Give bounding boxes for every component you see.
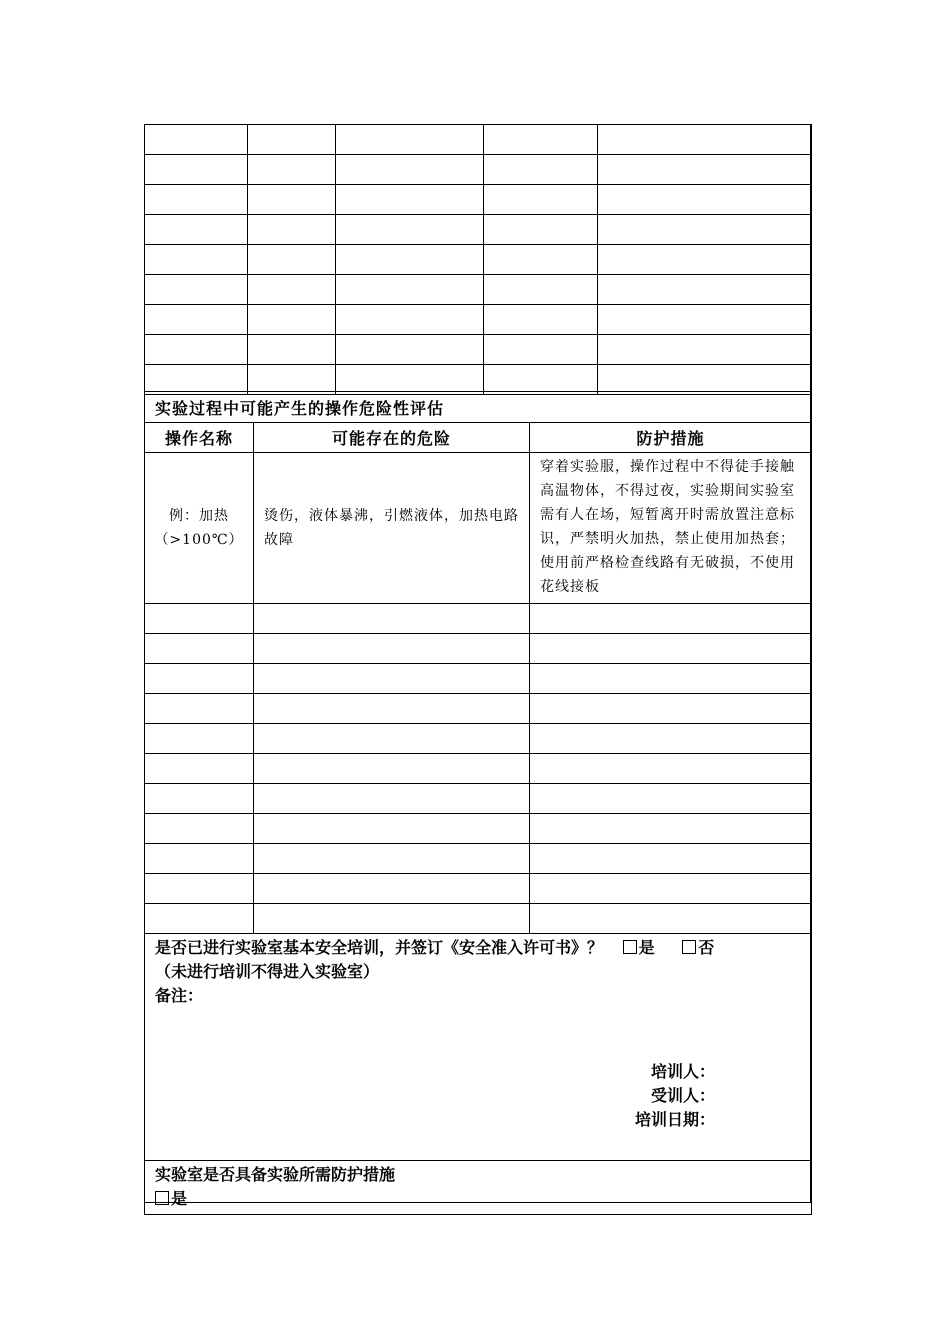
training-yes-label: 是 bbox=[638, 938, 655, 957]
blank-cell[interactable] bbox=[248, 335, 336, 365]
hazard-blank-cell[interactable] bbox=[145, 694, 254, 724]
blank-cell[interactable] bbox=[336, 305, 484, 335]
blank-cell[interactable] bbox=[598, 155, 812, 185]
blank-cell[interactable] bbox=[248, 275, 336, 305]
blank-cell[interactable] bbox=[145, 305, 248, 335]
signature-block bbox=[635, 1060, 715, 1132]
hazard-blank-cell[interactable] bbox=[145, 814, 254, 844]
checkbox-icon[interactable] bbox=[682, 940, 696, 954]
blank-row bbox=[145, 185, 812, 215]
hazard-blank-cell[interactable] bbox=[145, 634, 254, 664]
hazard-blank-cell[interactable] bbox=[254, 694, 530, 724]
blank-row bbox=[145, 155, 812, 185]
blank-cell[interactable] bbox=[484, 245, 598, 275]
protection-yes-option[interactable] bbox=[155, 1187, 801, 1211]
blank-cell[interactable] bbox=[336, 245, 484, 275]
hazard-blank-cell[interactable] bbox=[254, 904, 530, 934]
hazard-blank-cell[interactable] bbox=[254, 634, 530, 664]
hazard-blank-cell[interactable] bbox=[145, 724, 254, 754]
hazard-blank-cell[interactable] bbox=[530, 844, 812, 874]
hazard-blank-cell[interactable] bbox=[145, 874, 254, 904]
hazard-blank-cell[interactable] bbox=[254, 724, 530, 754]
hazard-blank-cell[interactable] bbox=[530, 904, 812, 934]
blank-row bbox=[145, 245, 812, 275]
blank-cell[interactable] bbox=[598, 215, 812, 245]
hazard-blank-cell[interactable] bbox=[254, 874, 530, 904]
example-measures: 穿着实验服，操作过程中不得徒手接触高温物体，不得过夜，实验期间实验室需有人在场，短暂离开时需放置注意标识，严禁明火加热，禁止使用加热套；使用前严格检查线路有无破损，不使用花线接板 bbox=[530, 453, 812, 604]
hazard-blank-cell[interactable] bbox=[254, 814, 530, 844]
training-no-option[interactable] bbox=[682, 938, 714, 957]
blank-cell[interactable] bbox=[248, 215, 336, 245]
checkbox-icon[interactable] bbox=[155, 1191, 169, 1205]
blank-cell[interactable] bbox=[598, 335, 812, 365]
hazard-blank-row bbox=[145, 694, 812, 724]
hazard-header-row bbox=[145, 423, 812, 453]
trainee-label: 受训人： bbox=[651, 1086, 716, 1105]
protection-section bbox=[145, 1161, 812, 1215]
blank-cell[interactable] bbox=[248, 185, 336, 215]
blank-cell[interactable] bbox=[336, 275, 484, 305]
hazard-blank-cell[interactable] bbox=[145, 784, 254, 814]
blank-cell[interactable] bbox=[145, 125, 248, 155]
blank-cell[interactable] bbox=[145, 215, 248, 245]
protection-yes-label: 是 bbox=[171, 1189, 188, 1208]
blank-cell[interactable] bbox=[484, 275, 598, 305]
blank-cell[interactable] bbox=[336, 125, 484, 155]
blank-cell[interactable] bbox=[484, 125, 598, 155]
training-note: （未进行培训不得进入实验室） bbox=[155, 962, 380, 981]
training-yes-option[interactable] bbox=[623, 938, 655, 957]
blank-cell[interactable] bbox=[145, 155, 248, 185]
hazard-blank-cell[interactable] bbox=[530, 784, 812, 814]
hazard-section-title: 实验过程中可能产生的操作危险性评估 bbox=[145, 392, 812, 423]
example-row bbox=[145, 453, 812, 604]
hazard-blank-row bbox=[145, 844, 812, 874]
example-operation: 例：加热（>100℃） bbox=[145, 453, 254, 604]
blank-cell[interactable] bbox=[598, 305, 812, 335]
blank-cell[interactable] bbox=[145, 275, 248, 305]
blank-cell[interactable] bbox=[598, 185, 812, 215]
blank-row bbox=[145, 335, 812, 365]
blank-cell[interactable] bbox=[598, 275, 812, 305]
blank-cell[interactable] bbox=[598, 365, 812, 395]
hazard-blank-cell[interactable] bbox=[254, 784, 530, 814]
blank-cell[interactable] bbox=[484, 215, 598, 245]
hazard-blank-cell[interactable] bbox=[530, 754, 812, 784]
blank-row bbox=[145, 275, 812, 305]
training-no-label: 否 bbox=[698, 938, 715, 957]
hazard-blank-row bbox=[145, 784, 812, 814]
blank-cell[interactable] bbox=[484, 305, 598, 335]
hazard-blank-cell[interactable] bbox=[530, 814, 812, 844]
training-question: 是否已进行实验室基本安全培训，并签订《安全准入许可书》？ bbox=[155, 938, 604, 957]
blank-row bbox=[145, 215, 812, 245]
hazard-blank-cell[interactable] bbox=[254, 754, 530, 784]
blank-cell[interactable] bbox=[248, 365, 336, 395]
hazard-blank-row bbox=[145, 724, 812, 754]
blank-cell[interactable] bbox=[248, 125, 336, 155]
header-hazards: 可能存在的危险 bbox=[254, 423, 530, 453]
hazard-blank-cell[interactable] bbox=[145, 604, 254, 634]
blank-cell[interactable] bbox=[336, 365, 484, 395]
hazard-blank-cell[interactable] bbox=[254, 664, 530, 694]
training-date-label: 培训日期： bbox=[635, 1110, 716, 1129]
hazard-blank-cell[interactable] bbox=[145, 754, 254, 784]
header-measures: 防护措施 bbox=[530, 423, 812, 453]
blank-row bbox=[145, 305, 812, 335]
hazard-blank-cell[interactable] bbox=[530, 874, 812, 904]
training-question-line bbox=[155, 936, 801, 960]
hazard-blank-cell[interactable] bbox=[530, 724, 812, 754]
blank-cell[interactable] bbox=[336, 215, 484, 245]
blank-cell[interactable] bbox=[336, 335, 484, 365]
blank-cell[interactable] bbox=[598, 245, 812, 275]
blank-cell[interactable] bbox=[484, 335, 598, 365]
hazard-blank-row bbox=[145, 904, 812, 934]
blank-cell[interactable] bbox=[248, 155, 336, 185]
blank-cell[interactable] bbox=[145, 365, 248, 395]
hazard-blank-row bbox=[145, 634, 812, 664]
blank-cell[interactable] bbox=[336, 185, 484, 215]
hazard-blank-row bbox=[145, 754, 812, 784]
hazard-blank-cell[interactable] bbox=[530, 604, 812, 634]
blank-cell[interactable] bbox=[598, 125, 812, 155]
hazard-blank-cell[interactable] bbox=[254, 844, 530, 874]
hazard-blank-cell[interactable] bbox=[530, 664, 812, 694]
blank-cell[interactable] bbox=[145, 245, 248, 275]
hazard-blank-cell[interactable] bbox=[145, 904, 254, 934]
hazard-blank-row bbox=[145, 814, 812, 844]
hazard-blank-cell[interactable] bbox=[254, 604, 530, 634]
blank-cell[interactable] bbox=[484, 185, 598, 215]
trainer-label: 培训人： bbox=[651, 1062, 716, 1081]
blank-cell[interactable] bbox=[145, 185, 248, 215]
checkbox-icon[interactable] bbox=[623, 940, 637, 954]
blank-cell[interactable] bbox=[145, 335, 248, 365]
example-hazards: 烫伤，液体暴沸，引燃液体，加热电路故障 bbox=[254, 453, 530, 604]
upper-blank-table bbox=[144, 124, 812, 395]
hazard-blank-cell[interactable] bbox=[145, 844, 254, 874]
hazard-blank-cell[interactable] bbox=[530, 634, 812, 664]
hazard-blank-cell[interactable] bbox=[530, 694, 812, 724]
hazard-blank-row bbox=[145, 874, 812, 904]
training-section bbox=[145, 934, 812, 1161]
header-operation: 操作名称 bbox=[145, 423, 254, 453]
blank-cell[interactable] bbox=[336, 155, 484, 185]
blank-row bbox=[145, 125, 812, 155]
hazard-blank-row bbox=[145, 664, 812, 694]
blank-cell[interactable] bbox=[484, 155, 598, 185]
protection-question: 实验室是否具备实验所需防护措施 bbox=[155, 1165, 396, 1184]
blank-cell[interactable] bbox=[248, 245, 336, 275]
hazard-assessment-table bbox=[144, 391, 812, 1215]
hazard-blank-row bbox=[145, 604, 812, 634]
hazard-blank-cell[interactable] bbox=[145, 664, 254, 694]
remark-label: 备注： bbox=[155, 986, 204, 1005]
blank-cell[interactable] bbox=[484, 365, 598, 395]
blank-row bbox=[145, 365, 812, 395]
blank-cell[interactable] bbox=[248, 305, 336, 335]
